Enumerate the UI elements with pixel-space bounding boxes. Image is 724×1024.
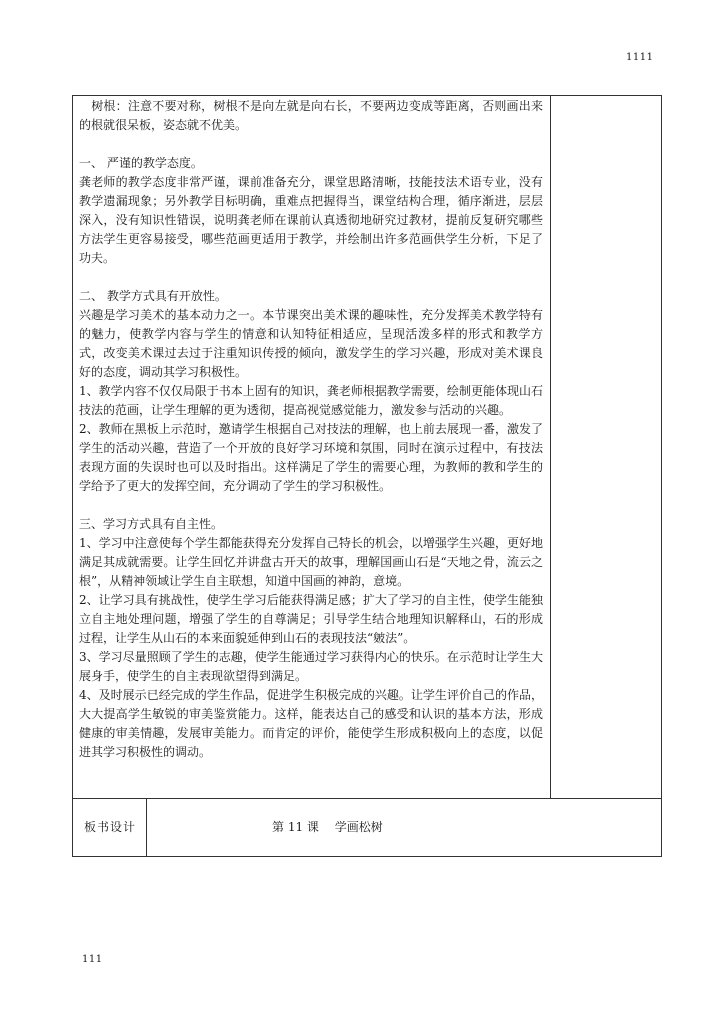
paragraph-section-3-item-3: 3、学习尽量照顾了学生的志趣，使学生能通过学习获得内心的快乐。在示范时让学生大展身手，使学生的自主表现欲望得到满足。 bbox=[79, 650, 543, 683]
page-number-bottom: 111 bbox=[82, 954, 103, 965]
paragraph-section-1: 龚老师的教学态度非常严谨，课前准备充分，课堂思路清晰，技能技法术语专业，没有教学遗漏现象；另外教学目标明确，重难点把握得当，课堂结构合理，循序渐进，层层深入，没有知识性错误，说明龚老师在课前认真透彻地研究过教材，提前反复研究哪些方法学生更容易接受，哪些范画更适用于教学，并绘制出许多范画供学生分析，下足了功夫。 bbox=[79, 175, 543, 265]
paragraph-tree-root: 树根：注意不要对称，树根不是向左就是向右长，不要两边变成等距离，否则画出来的根就很呆板，姿态就不优美。 bbox=[79, 99, 543, 132]
page-number-top: 1111 bbox=[626, 52, 654, 63]
heading-section-3: 三、学习方式具有自主性。 bbox=[79, 517, 224, 531]
heading-section-1: 一、 严谨的教学态度。 bbox=[79, 156, 203, 170]
lesson-notes bbox=[79, 97, 543, 762]
spacer bbox=[79, 496, 543, 515]
paragraph-section-3-item-2: 2、让学习具有挑战性，使学生学习后能获得满足感；扩大了学习的自主性，使学生能独立自主地处理问题，增强了学生的自尊满足；引导学生结合地理知识解释山，石的形成过程，让学生从山石的本来面貌延伸到山石的表现技法“皴法”。 bbox=[79, 593, 543, 645]
row-divider bbox=[72, 798, 662, 799]
board-design-title: 第 11 课 学画松树 bbox=[272, 820, 383, 834]
board-design-label: 板书设计 bbox=[84, 820, 137, 834]
spacer bbox=[79, 268, 543, 287]
paragraph-section-2-item-2: 2、教师在黑板上示范时，邀请学生根据自己对技法的理解，也上前去展现一番，激发了学生的活动兴趣，营造了一个开放的良好学习环境和氛围，同时在演示过程中，有技法表现方面的失误时也可以及时指出。这样满足了学生的需要心理，为教师的教和学生的学给予了更大的发挥空间，充分调动了学生的学习积极性。 bbox=[79, 422, 543, 493]
footer-column-divider bbox=[146, 798, 147, 857]
paragraph-section-2-intro: 兴趣是学习美术的基本动力之一。本节课突出美术课的趣味性，充分发挥美术教学特有的魅力，使教学内容与学生的情意和认知特征相适应，呈现活泼多样的形式和教学方式，改变美术课过去过于注重知识传授的倾向，激发学生的学习兴趣，形成对美术课良好的态度，调动其学习积极性。 bbox=[79, 308, 543, 379]
paragraph-section-3-item-4: 4、及时展示已经完成的学生作品，促进学生积极完成的兴趣。让学生评价自己的作品，大大提高学生敏锐的审美鉴赏能力。这样，能表达自己的感受和认识的基本方法，形成健康的审美情趣，发展审美能力。而肯定的评价，能使学生形成积极向上的态度，以促进其学习积极性的调动。 bbox=[79, 688, 543, 759]
column-divider bbox=[550, 95, 551, 798]
paragraph-section-3-item-1: 1、学习中注意使每个学生都能获得充分发挥自己特长的机会，以增强学生兴趣，更好地满足其成就需要。让学生回忆并讲盘古开天的故事，理解国画山石是“天地之骨，流云之根”，从精神领域让学生自主联想，知道中国画的神韵，意境。 bbox=[79, 536, 543, 588]
heading-section-2: 二、 教学方式具有开放性。 bbox=[79, 289, 227, 303]
paragraph-section-2-item-1: 1、教学内容不仅仅局限于书本上固有的知识，龚老师根据教学需要，绘制更能体现山石技法的范画，让学生理解的更为透彻，提高视觉感觉能力，激发参与活动的兴趣。 bbox=[79, 384, 543, 417]
spacer bbox=[79, 135, 543, 154]
